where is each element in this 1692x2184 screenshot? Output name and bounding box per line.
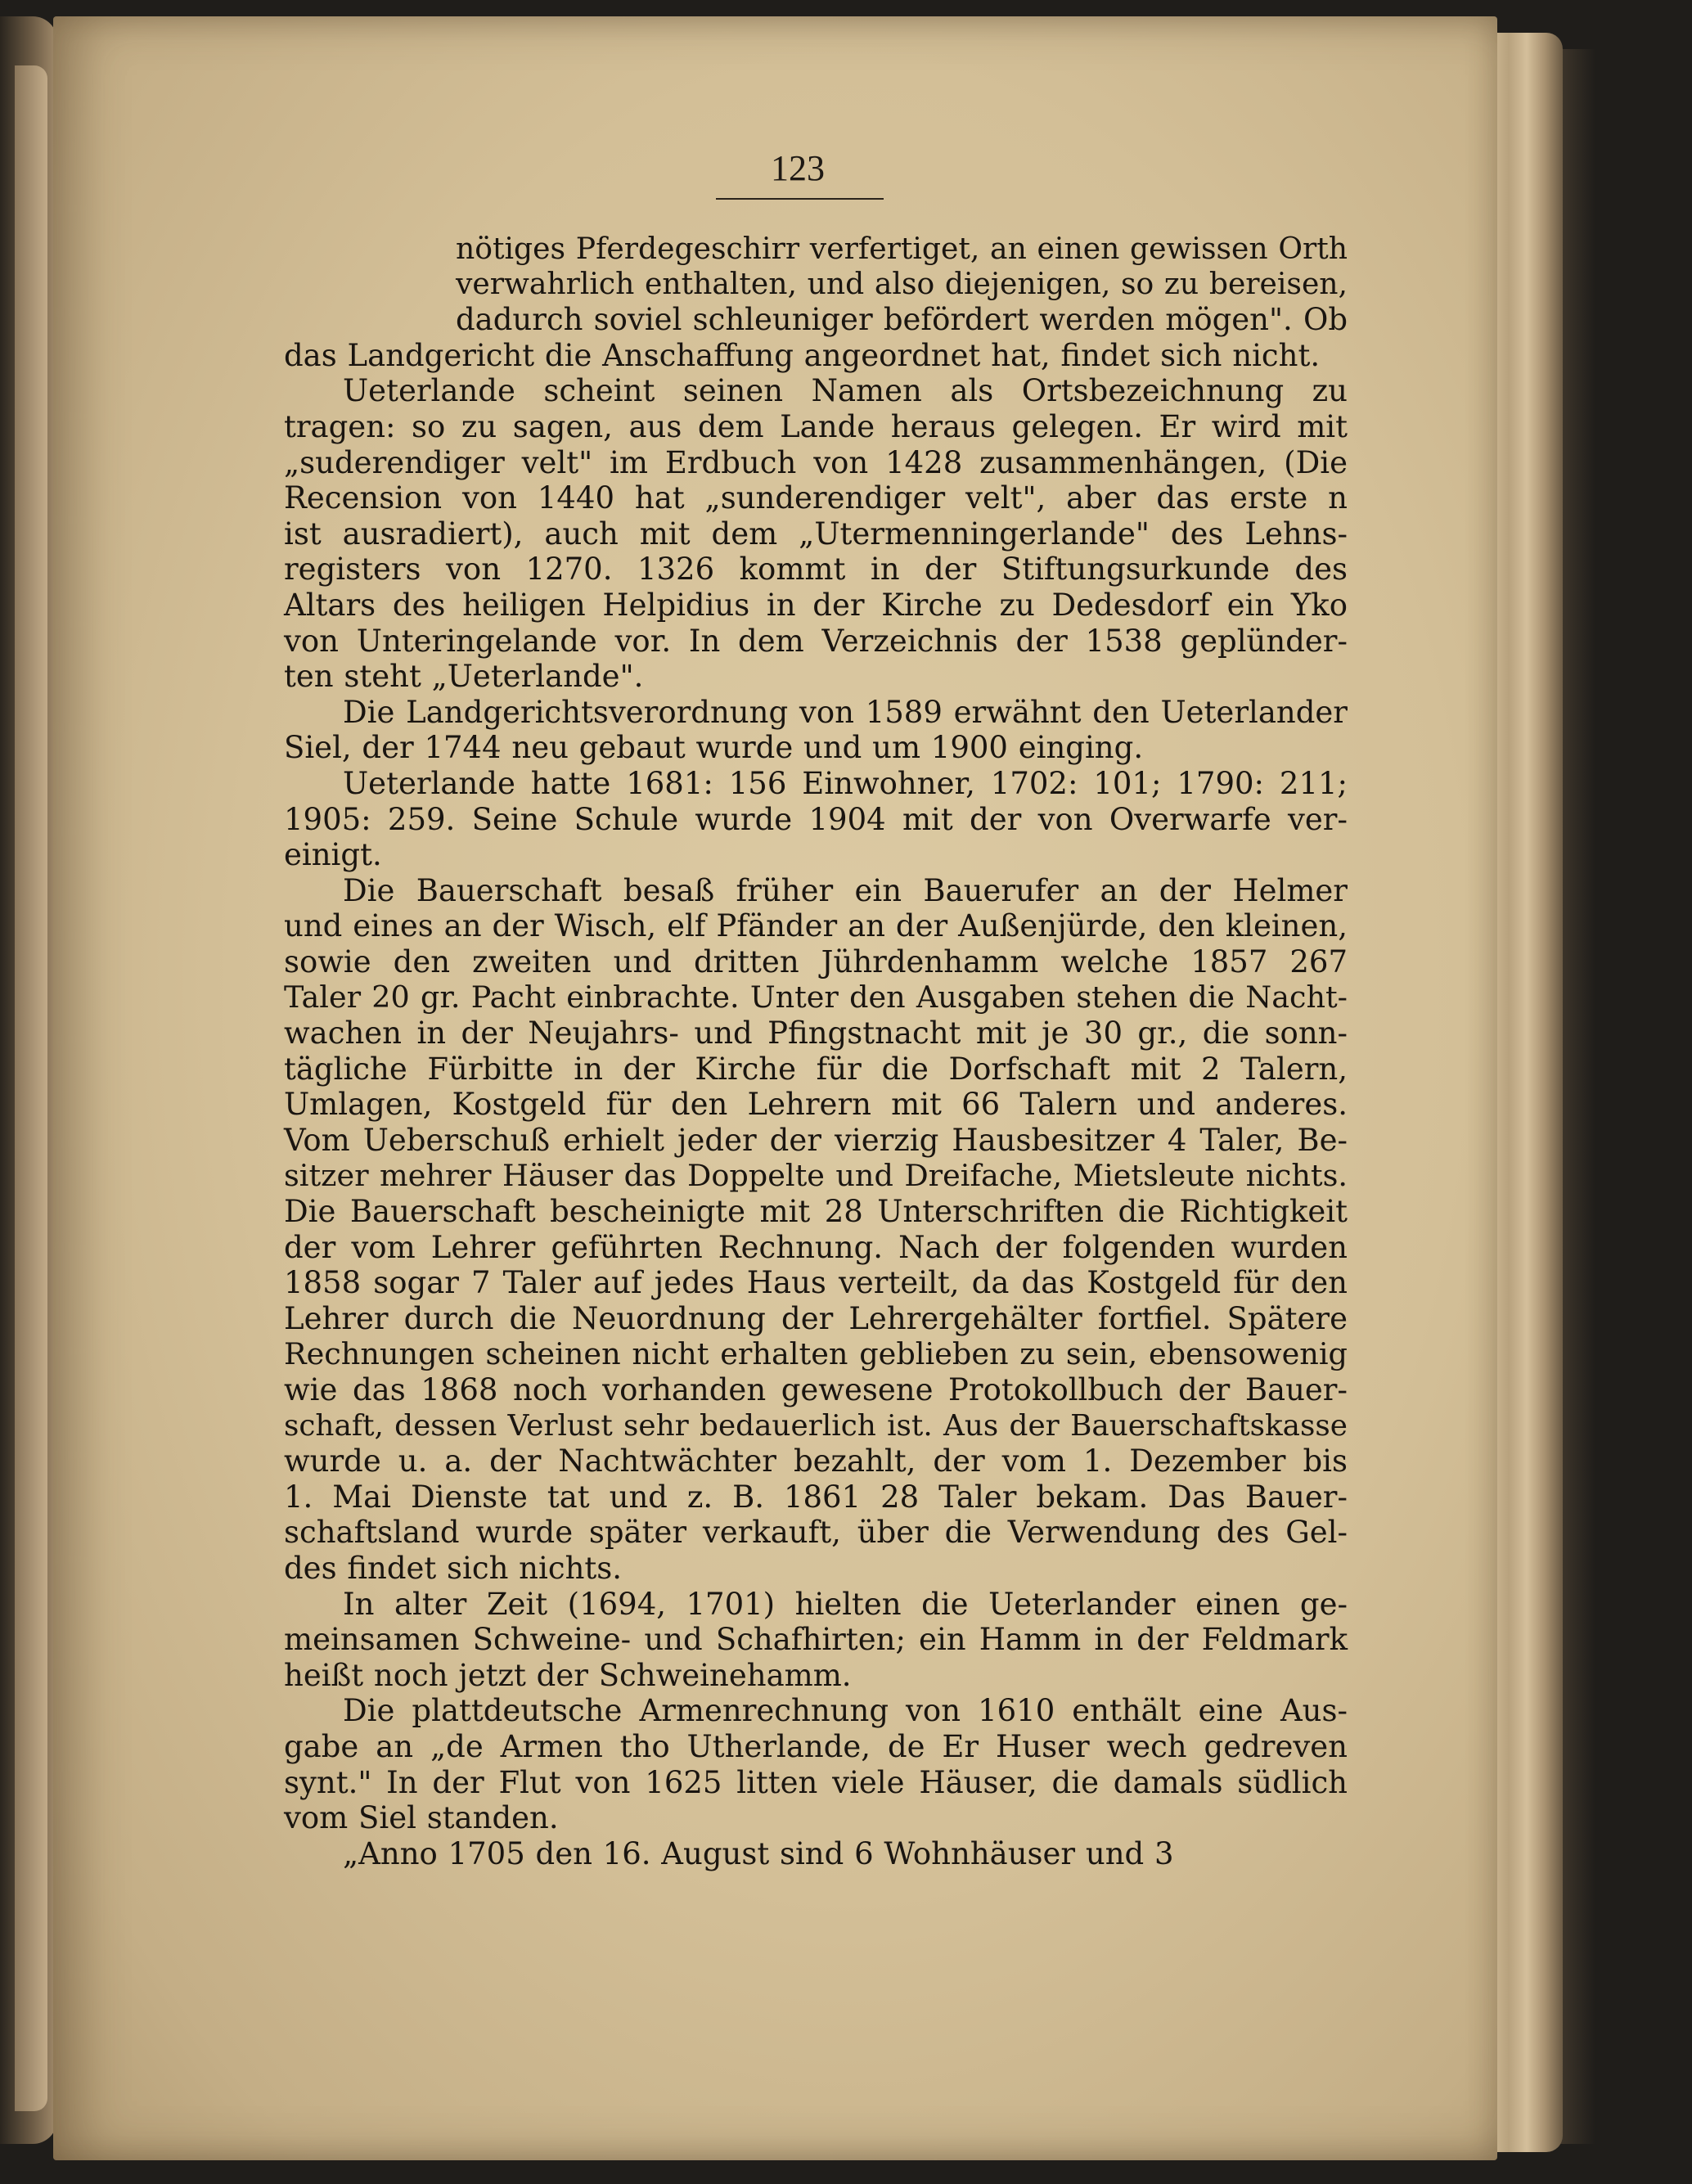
text-line: Die Bauerschaft besaß früher ein Bauerufer an der Helmer xyxy=(343,872,1348,908)
text-line: von Unteringelande vor. In dem Verzeichnis der 1538 geplünder- xyxy=(284,623,1348,659)
text-line: Lehrer durch die Neuordnung der Lehrergehälter fortfiel. Spätere xyxy=(284,1300,1348,1336)
text-line: gabe an „de Armen tho Utherlande, de Er Huser wech gedreven xyxy=(284,1728,1348,1764)
text-line: des findet sich nichts. xyxy=(284,1550,623,1586)
text-line: 1. Mai Dienste tat und z. B. 1861 28 Taler bekam. Das Bauer- xyxy=(284,1479,1348,1515)
text-line: Die Landgerichtsverordnung von 1589 erwähnt den Ueterlander xyxy=(343,694,1348,730)
text-line: Ueterlande scheint seinen Namen als Ortsbezeichnung zu xyxy=(343,373,1348,409)
text-line: sitzer mehrer Häuser das Doppelte und Dreifache, Mietsleute nichts. xyxy=(284,1158,1348,1194)
text-line: schaft, dessen Verlust sehr bedauerlich ist. Aus der Bauerschaftskasse xyxy=(284,1408,1348,1443)
text-line: vom Siel standen. xyxy=(284,1800,559,1836)
text-line: Rechnungen scheinen nicht erhalten geblieben zu sein, ebensowenig xyxy=(284,1336,1348,1372)
text-line: meinsamen Schweine- und Schafhirten; ein Hamm in der Feldmark xyxy=(284,1622,1348,1658)
text-line: heißt noch jetzt der Schweinehamm. xyxy=(284,1657,852,1693)
text-line: das Landgericht die Anschaffung angeordnet hat, findet sich nicht. xyxy=(284,337,1321,373)
book-page xyxy=(53,16,1497,2160)
text-line: dadurch soviel schleuniger befördert werden mögen". Ob xyxy=(456,302,1348,338)
text-line: synt." In der Flut von 1625 litten viele Häuser, die damals südlich xyxy=(284,1764,1348,1800)
text-line: Altars des heiligen Helpidius in der Kirche zu Dedesdorf ein Yko xyxy=(284,587,1348,623)
text-line: Siel, der 1744 neu gebaut wurde und um 1900 einging. xyxy=(284,730,1144,766)
text-line: sowie den zweiten und dritten Jührdenhamm welche 1857 267 xyxy=(284,943,1348,979)
text-line: der vom Lehrer geführten Rechnung. Nach der folgenden wurden xyxy=(284,1229,1348,1265)
text-line: tägliche Fürbitte in der Kirche für die Dorfschaft mit 2 Talern, xyxy=(284,1051,1348,1087)
text-line: In alter Zeit (1694, 1701) hielten die Ueterlander einen ge- xyxy=(343,1586,1348,1622)
header-rule xyxy=(716,198,884,200)
text-line: tragen: so zu sagen, aus dem Lande heraus gelegen. Er wird mit xyxy=(284,408,1348,444)
facing-page-edge xyxy=(0,16,57,2144)
text-line: wachen in der Neujahrs- und Pfingstnacht mit je 30 gr., die sonn- xyxy=(284,1015,1348,1051)
text-line: Recension von 1440 hat „sunderendiger velt", aber das erste n xyxy=(284,480,1348,516)
text-line: Die plattdeutsche Armenrechnung von 1610 enthält eine Aus- xyxy=(343,1693,1348,1729)
text-line: registers von 1270. 1326 kommt in der Stiftungsurkunde des xyxy=(284,552,1348,588)
text-line: wurde u. a. der Nachtwächter bezahlt, der vom 1. Dezember bis xyxy=(284,1443,1348,1479)
text-line: Die Bauerschaft bescheinigte mit 28 Unterschriften die Richtigkeit xyxy=(284,1194,1348,1230)
text-line: einigt. xyxy=(284,837,382,873)
facing-page-inner xyxy=(15,65,47,2111)
page-number: 123 xyxy=(771,148,825,188)
text-line: Vom Ueberschuß erhielt jeder der vierzig Hausbesitzer 4 Taler, Be- xyxy=(284,1122,1348,1158)
text-line: ten steht „Ueterlande". xyxy=(284,659,644,695)
text-line: schaftsland wurde später verkauft, über die Verwendung des Gel- xyxy=(284,1515,1348,1551)
text-line: und eines an der Wisch, elf Pfänder an der Außenjürde, den kleinen, xyxy=(284,908,1348,944)
text-line: ist ausradiert), auch mit dem „Utermenningerlande" des Lehns- xyxy=(284,516,1348,552)
text-line: nötiges Pferdegeschirr verfertiget, an einen gewissen Orth xyxy=(456,231,1348,266)
text-line: „suderendiger velt" im Erdbuch von 1428 zusammenhängen, (Die xyxy=(284,444,1348,480)
body-text xyxy=(284,231,1348,1871)
text-line: „Anno 1705 den 16. August sind 6 Wohnhäuser und 3 xyxy=(343,1835,1174,1871)
text-line: verwahrlich enthalten, und also diejenigen, so zu bereisen, xyxy=(456,266,1348,301)
text-line: Taler 20 gr. Pacht einbrachte. Unter den Ausgaben stehen die Nacht- xyxy=(284,979,1348,1015)
text-line: 1905: 259. Seine Schule wurde 1904 mit der von Overwarfe ver- xyxy=(284,801,1348,837)
text-line: 1858 sogar 7 Taler auf jedes Haus verteilt, da das Kostgeld für den xyxy=(284,1265,1348,1301)
text-line: Umlagen, Kostgeld für den Lehrern mit 66 Talern und anderes. xyxy=(284,1087,1348,1123)
text-line: Ueterlande hatte 1681: 156 Einwohner, 1702: 101; 1790: 211; xyxy=(343,765,1348,801)
text-line: wie das 1868 noch vorhanden gewesene Protokollbuch der Bauer- xyxy=(284,1372,1348,1407)
